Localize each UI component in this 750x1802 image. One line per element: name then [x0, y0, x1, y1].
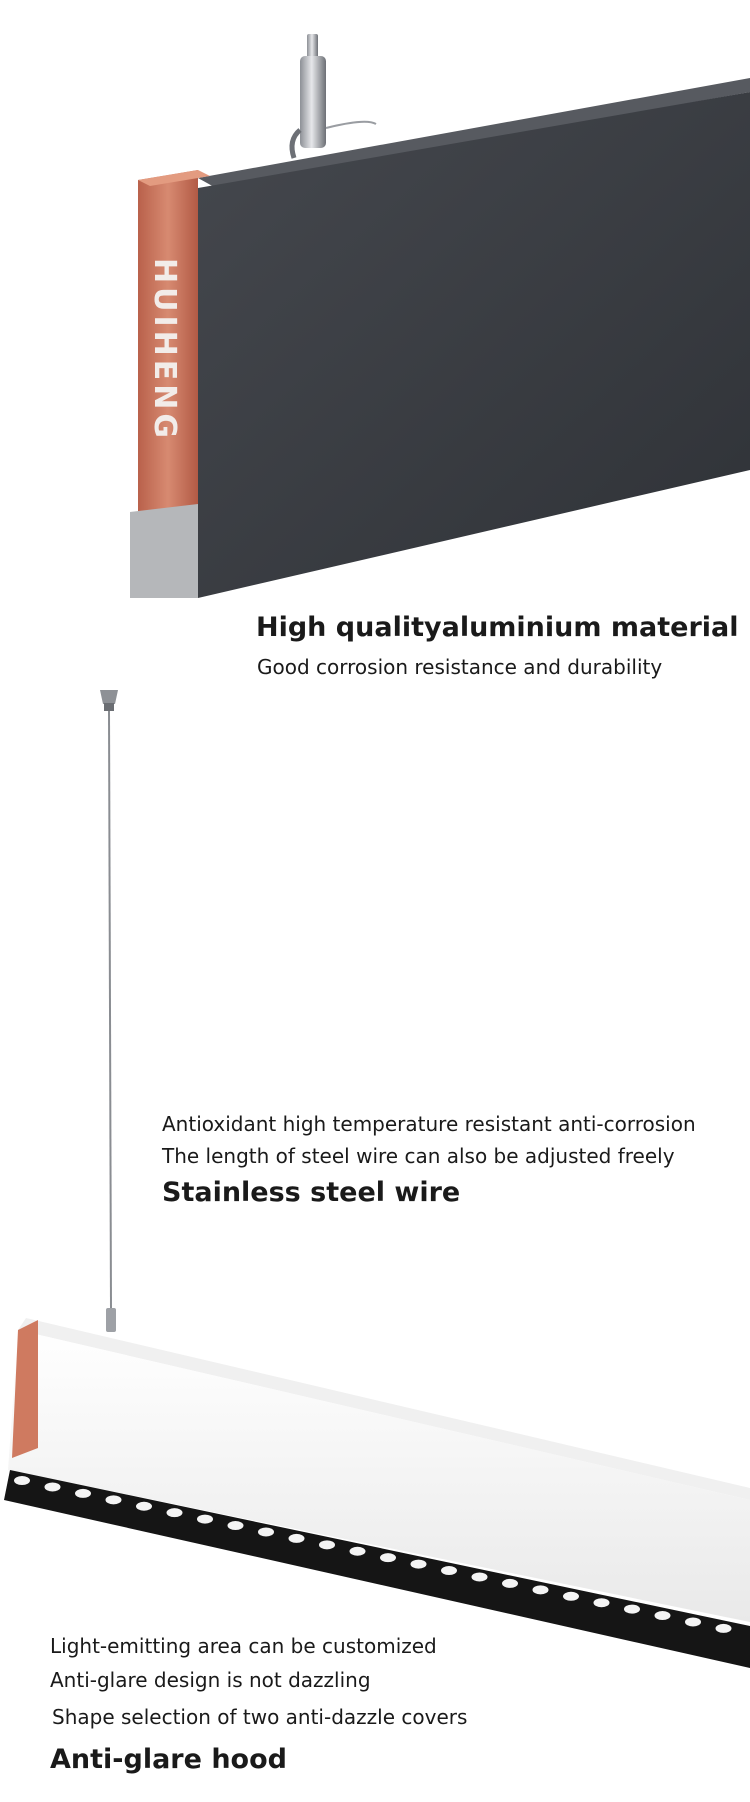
led-cell: [106, 1495, 122, 1504]
section2-line2: The length of steel wire can also be adjusted freely: [162, 1144, 675, 1168]
section3-line3: Shape selection of two anti-dazzle covers: [52, 1705, 468, 1729]
led-cell: [167, 1508, 183, 1517]
led-cell: [380, 1553, 396, 1562]
led-cell: [533, 1585, 549, 1594]
led-cell: [228, 1521, 244, 1530]
section3-line2: Anti-glare design is not dazzling: [50, 1668, 371, 1692]
led-cell: [75, 1489, 91, 1498]
dark-profile-illustration: [0, 0, 750, 610]
section1-subtitle: Good corrosion resistance and durability: [257, 655, 663, 679]
led-cell: [319, 1540, 335, 1549]
led-cell: [441, 1566, 457, 1575]
led-cell: [502, 1579, 518, 1588]
end-cap-copper-small: [12, 1320, 38, 1458]
led-cell: [563, 1592, 579, 1601]
led-cell: [136, 1502, 152, 1511]
led-cell: [45, 1482, 61, 1491]
led-cell: [289, 1534, 305, 1543]
heading-part2: aluminium material: [441, 612, 739, 643]
section2-heading: Stainless steel wire: [162, 1177, 461, 1208]
led-cell: [350, 1547, 366, 1556]
led-cell: [685, 1617, 701, 1626]
section3-line1: Light-emitting area can be customized: [50, 1634, 437, 1658]
led-cell: [655, 1611, 671, 1620]
led-cell: [197, 1515, 213, 1524]
section2-line1: Antioxidant high temperature resistant anti-corrosion: [162, 1112, 696, 1136]
suspension-clamp-icon: [292, 34, 376, 158]
section1-heading: [256, 612, 739, 643]
led-cell: [258, 1527, 274, 1536]
ceiling-anchor-icon: [100, 690, 118, 711]
logo-mark: HUIHENG: [147, 258, 182, 442]
heading-part1: High quality: [256, 612, 442, 643]
led-cell: [624, 1605, 640, 1614]
led-cell: [472, 1572, 488, 1581]
led-cell: [411, 1560, 427, 1569]
led-cell: [594, 1598, 610, 1607]
led-cell: [716, 1624, 732, 1633]
section3-heading: Anti-glare hood: [50, 1744, 287, 1775]
led-cell: [14, 1476, 30, 1485]
steel-wire: [109, 711, 111, 1310]
